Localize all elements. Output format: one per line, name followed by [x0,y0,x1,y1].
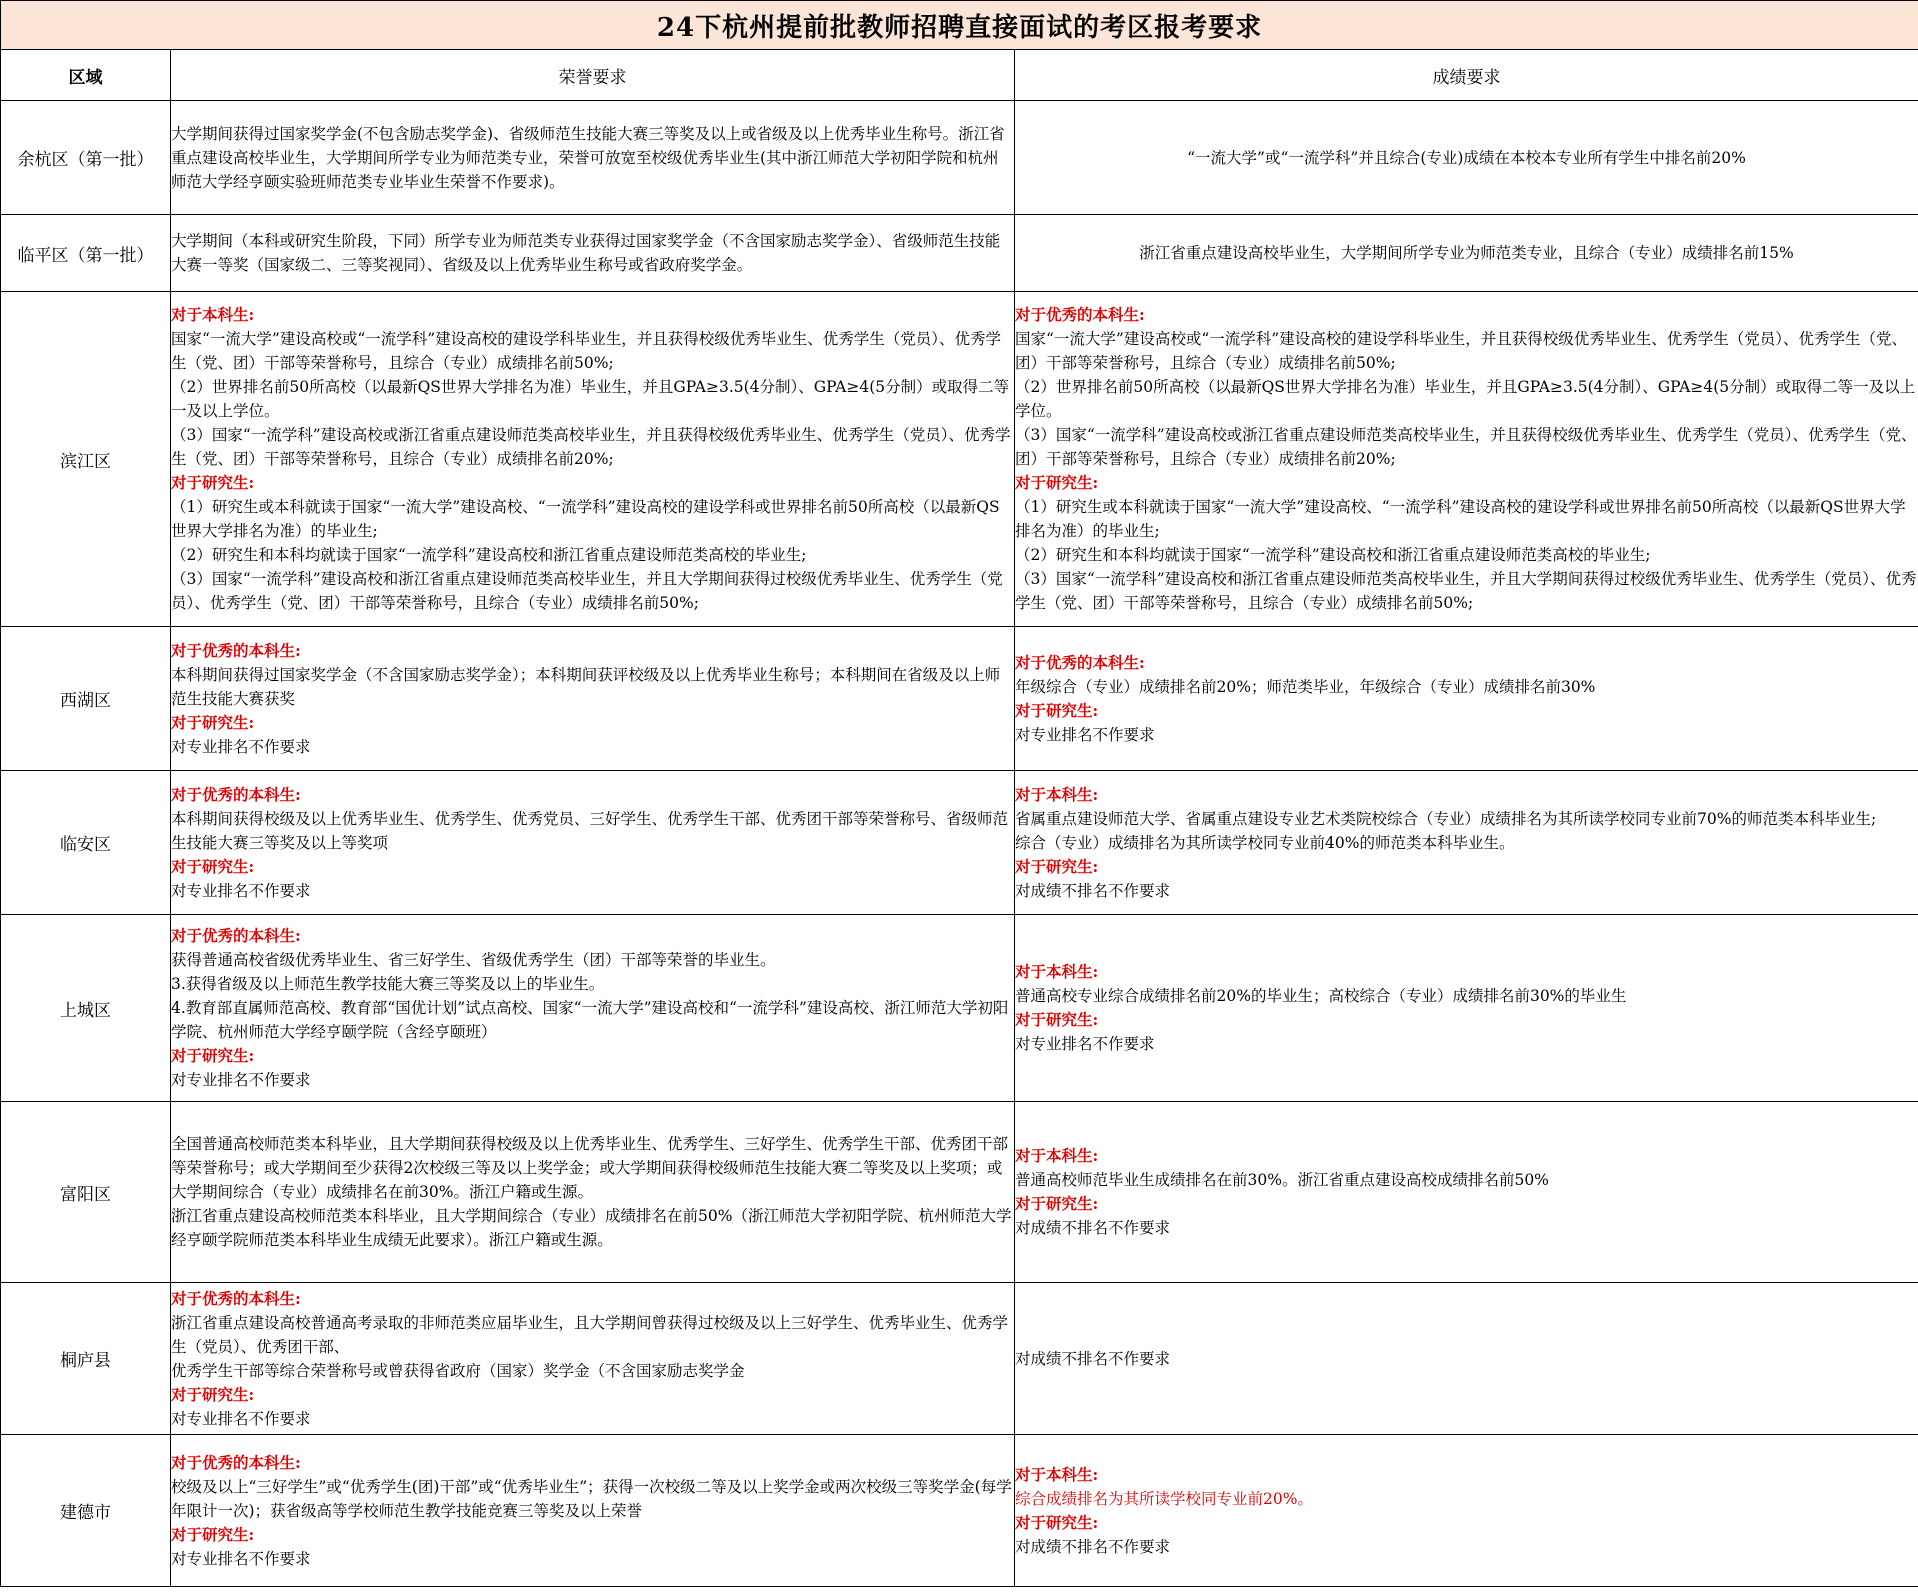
group-heading: 对于优秀的本科生: [171,640,301,660]
table-row [1,627,1918,771]
score-requirement-cell [1015,1435,1918,1587]
requirement-line: 省属重点建设师范大学、省属重点建设专业艺术类院校综合（专业）成绩排名为其所读学校同专业前70%的师范类本科毕业生; [1015,809,1877,828]
requirement-line: 普通高校专业综合成绩排名前20%的毕业生；高校综合（专业）成绩排名前30%的毕业生 [1015,987,1627,1005]
requirement-line: 本科期间获得过国家奖学金（不含国家励志奖学金）；本科期间获评校级及以上优秀毕业生称号；本科期间在省级及以上师范生技能大赛获奖 [171,665,1001,708]
requirement-line: （2）研究生和本科均就读于国家“一流学科”建设高校和浙江省重点建设师范类高校的毕业生; [1015,546,1651,564]
table-row [1,101,1918,215]
region-cell: 富阳区 [1,1102,171,1283]
requirement-line: 对专业排名不作要求 [171,881,311,900]
score-requirement-cell [1015,215,1918,292]
group-heading: 对于本科生: [1015,1464,1099,1484]
group-heading: 对于优秀的本科生: [171,1452,301,1472]
group-heading: 对于本科生: [171,305,255,324]
requirement-line: 获得普通高校省级优秀毕业生、省三好学生、省级优秀学生（团）干部等荣誉的毕业生。 [171,951,776,969]
honor-requirement-cell [171,915,1015,1102]
group-heading: 对于研究生: [1015,1010,1099,1029]
group-heading: 对于研究生: [1015,1512,1099,1532]
title-row [1,1,1918,50]
page-title: 24下杭州提前批教师招聘直接面试的考区报考要求 [1,1,1918,50]
honor-requirement-cell [171,627,1015,771]
requirement-line: 3.获得省级及以上师范生教学技能大赛三等奖及以上的毕业生。 [171,975,605,993]
requirement-line: 对专业排名不作要求 [1015,725,1155,744]
requirement-line: （3）国家“一流学科”建设高校和浙江省重点建设师范类高校毕业生，并且大学期间获得过校级优秀毕业生、优秀学生（党员）、优秀学生（党、团）干部等荣誉称号，且综合（专业）成绩排名前50%; [1015,570,1917,612]
requirement-line: 大学期间（本科或研究生阶段，下同）所学专业为师范类专业获得过国家奖学金（不含国家励志奖学金）、省级师范生技能大赛一等奖（国家级二、三等奖视同）、省级及以上优秀毕业生称号或省政府奖学金。 [171,232,1001,274]
honor-requirement-cell [171,215,1015,292]
header-row [1,50,1918,101]
group-heading: 对于研究生: [171,1384,255,1404]
table-row [1,771,1918,915]
requirement-line: 年级综合（专业）成绩排名前20%；师范类毕业，年级综合（专业）成绩排名前30% [1015,677,1596,696]
requirement-line: 优秀学生干部等综合荣誉称号或曾获得省政府（国家）奖学金（不含国家励志奖学金 [171,1361,745,1380]
region-cell: 临平区（第一批） [1,215,171,292]
group-heading: 对于研究生: [1015,473,1099,492]
table-row [1,1283,1918,1435]
requirement-line: （3）国家“一流学科”建设高校或浙江省重点建设师范类高校毕业生，并且获得校级优秀毕业生、优秀学生（党员）、优秀学生（党、团）干部等荣誉称号，且综合（专业）成绩排名前20%; [171,426,1011,468]
score-requirement-cell [1015,915,1918,1102]
requirement-line: 对成绩不排名不作要求 [1015,881,1171,900]
requirement-line: 综合成绩排名为其所读学校同专业前20%。 [1015,1489,1313,1508]
table-row [1,1102,1918,1283]
score-requirement-cell [1015,771,1918,915]
score-requirement-cell [1015,627,1918,771]
region-cell: 建德市 [1,1435,171,1587]
requirement-line: 浙江省重点建设高校毕业生，大学期间所学专业为师范类专业，且综合（专业）成绩排名前15% [1139,244,1794,262]
region-cell: 西湖区 [1,627,171,771]
group-heading: 对于研究生: [1015,1194,1099,1213]
requirement-line: （1）研究生或本科就读于国家“一流大学”建设高校、“一流学科”建设高校的建设学科或世界排名前50所高校（以最新QS世界大学排名为准）的毕业生; [1015,498,1906,540]
group-heading: 对于研究生: [171,1524,255,1544]
group-heading: 对于优秀的本科生: [171,1288,301,1308]
group-heading: 对于本科生: [1015,784,1099,804]
requirement-line: 综合（专业）成绩排名为其所读学校同专业前40%的师范类本科毕业生。 [1015,833,1515,852]
requirement-line: “一流大学”或“一流学科”并且综合(专业)成绩在本校本专业所有学生中排名前20% [1187,148,1746,167]
honor-requirement-cell [171,771,1015,915]
score-requirement-cell [1015,1102,1918,1283]
requirement-line: 对专业排名不作要求 [171,1071,311,1089]
group-heading: 对于优秀的本科生: [171,926,301,945]
honor-requirement-cell [171,1102,1015,1283]
requirement-line: 对专业排名不作要求 [171,1549,311,1568]
requirement-line: 浙江省重点建设高校师范类本科毕业，且大学期间综合（专业）成绩排名在前50%（浙江师范大学初阳学院、杭州师范大学经亨颐学院师范类本科毕业生成绩无此要求）。浙江户籍或生源。 [171,1207,1012,1249]
region-cell: 上城区 [1,915,171,1102]
honor-requirement-cell [171,1435,1015,1587]
requirement-line: 对专业排名不作要求 [171,737,311,756]
score-requirement-cell [1015,101,1918,215]
requirement-line: 对成绩不排名不作要求 [1015,1537,1171,1556]
requirement-line: 对专业排名不作要求 [171,1409,311,1428]
group-heading: 对于研究生: [171,473,255,492]
requirement-line: （1）研究生或本科就读于国家“一流大学”建设高校、“一流学科”建设高校的建设学科或世界排名前50所高校（以最新QS世界大学排名为准）的毕业生; [171,498,1000,540]
region-cell: 滨江区 [1,292,171,627]
group-heading: 对于优秀的本科生: [171,784,301,804]
requirement-line: （3）国家“一流学科”建设高校或浙江省重点建设师范类高校毕业生，并且获得校级优秀毕业生、优秀学生（党员）、优秀学生（党、团）干部等荣誉称号，且综合（专业）成绩排名前20%; [1015,426,1917,468]
requirement-line: 4.教育部直属师范高校、教育部“国优计划”试点高校、国家“一流大学”建设高校和“一流学科”建设高校、浙江师范大学初阳学院、杭州师范大学经亨颐学院（含经亨颐班） [171,999,1009,1041]
requirement-line: 对成绩不排名不作要求 [1015,1349,1171,1368]
table-row [1,1435,1918,1587]
requirement-line: 国家“一流大学”建设高校或“一流学科”建设高校的建设学科毕业生，并且获得校级优秀毕业生、优秀学生（党员）、优秀学生（党、团）干部等荣誉称号，且综合（专业）成绩排名前50%; [171,330,1001,372]
requirement-line: 普通高校师范毕业生成绩排名在前30%。浙江省重点建设高校成绩排名前50% [1015,1171,1549,1189]
requirement-line: （2）世界排名前50所高校（以最新QS世界大学排名为准）毕业生，并且GPA≥3.5(4分制）、GPA≥4(5分制）或取得二等一及以上学位。 [1015,378,1916,420]
group-heading: 对于研究生: [1015,856,1099,876]
region-cell: 临安区 [1,771,171,915]
group-heading: 对于研究生: [171,1046,255,1065]
requirement-line: 对专业排名不作要求 [1015,1035,1155,1053]
header-region: 区域 [1,50,171,101]
group-heading: 对于本科生: [1015,1146,1099,1165]
score-requirement-cell [1015,1283,1918,1435]
region-cell: 余杭区（第一批） [1,101,171,215]
group-heading: 对于研究生: [171,856,255,876]
requirement-line: 校级及以上“三好学生”或“优秀学生(团)干部”或“优秀毕业生”；获得一次校级二等及以上奖学金或两次校级三等奖学金(每学年限计一次)；获省级高等学校师范生教学技能竞赛三等奖及以上荣誉 [171,1477,1012,1520]
requirement-line: 本科期间获得校级及以上优秀毕业生、优秀学生、优秀党员、三好学生、优秀学生干部、优秀团干部等荣誉称号、省级师范生技能大赛三等奖及以上等奖项 [171,809,1009,852]
table-row [1,915,1918,1102]
region-cell: 桐庐县 [1,1283,171,1435]
group-heading: 对于优秀的本科生: [1015,305,1145,324]
table-row [1,215,1918,292]
requirement-line: （2）世界排名前50所高校（以最新QS世界大学排名为准）毕业生，并且GPA≥3.5(4分制）、GPA≥4(5分制）或取得二等一及以上学位。 [171,378,1010,420]
group-heading: 对于优秀的本科生: [1015,652,1145,672]
requirement-line: （3）国家“一流学科”建设高校和浙江省重点建设师范类高校毕业生，并且大学期间获得过校级优秀毕业生、优秀学生（党员）、优秀学生（党、团）干部等荣誉称号，且综合（专业）成绩排名前50%; [171,570,1003,612]
table-row [1,292,1918,627]
header-honor: 荣誉要求 [171,50,1015,101]
score-requirement-cell [1015,292,1918,627]
group-heading: 对于研究生: [171,712,255,732]
requirement-line: 大学期间获得过国家奖学金(不包含励志奖学金)、省级师范生技能大赛三等奖及以上或省级及以上优秀毕业生称号。浙江省重点建设高校毕业生，大学期间所学专业为师范类专业，荣誉可放宽至校级优秀毕业生(其中浙江师范大学初阳学院和杭州师范大学经亨颐实验班师范类专业毕业生荣誉不作要求)。 [171,124,1005,191]
group-heading: 对于本科生: [1015,962,1099,981]
requirement-line: 国家“一流大学”建设高校或“一流学科”建设高校的建设学科毕业生，并且获得校级优秀毕业生、优秀学生（党员）、优秀学生（党、团）干部等荣誉称号，且综合（专业）成绩排名前50%; [1015,330,1907,372]
honor-requirement-cell [171,1283,1015,1435]
requirement-line: （2）研究生和本科均就读于国家“一流学科”建设高校和浙江省重点建设师范类高校的毕业生; [171,546,807,564]
requirement-line: 对成绩不排名不作要求 [1015,1219,1171,1237]
header-score: 成绩要求 [1015,50,1918,101]
requirement-line: 浙江省重点建设高校普通高考录取的非师范类应届毕业生，且大学期间曾获得过校级及以上三好学生、优秀毕业生、优秀学生（党员）、优秀团干部、 [171,1313,1009,1356]
honor-requirement-cell [171,292,1015,627]
group-heading: 对于研究生: [1015,700,1099,720]
honor-requirement-cell [171,101,1015,215]
requirement-line: 全国普通高校师范类本科毕业，且大学期间获得校级及以上优秀毕业生、优秀学生、三好学生、优秀学生干部、优秀团干部等荣誉称号；或大学期间至少获得2次校级三等及以上奖学金；或大学期间获得校级师范生技能大赛二等奖及以上奖项；或大学期间综合（专业）成绩排名在前30%。浙江户籍或生源。 [171,1135,1009,1201]
